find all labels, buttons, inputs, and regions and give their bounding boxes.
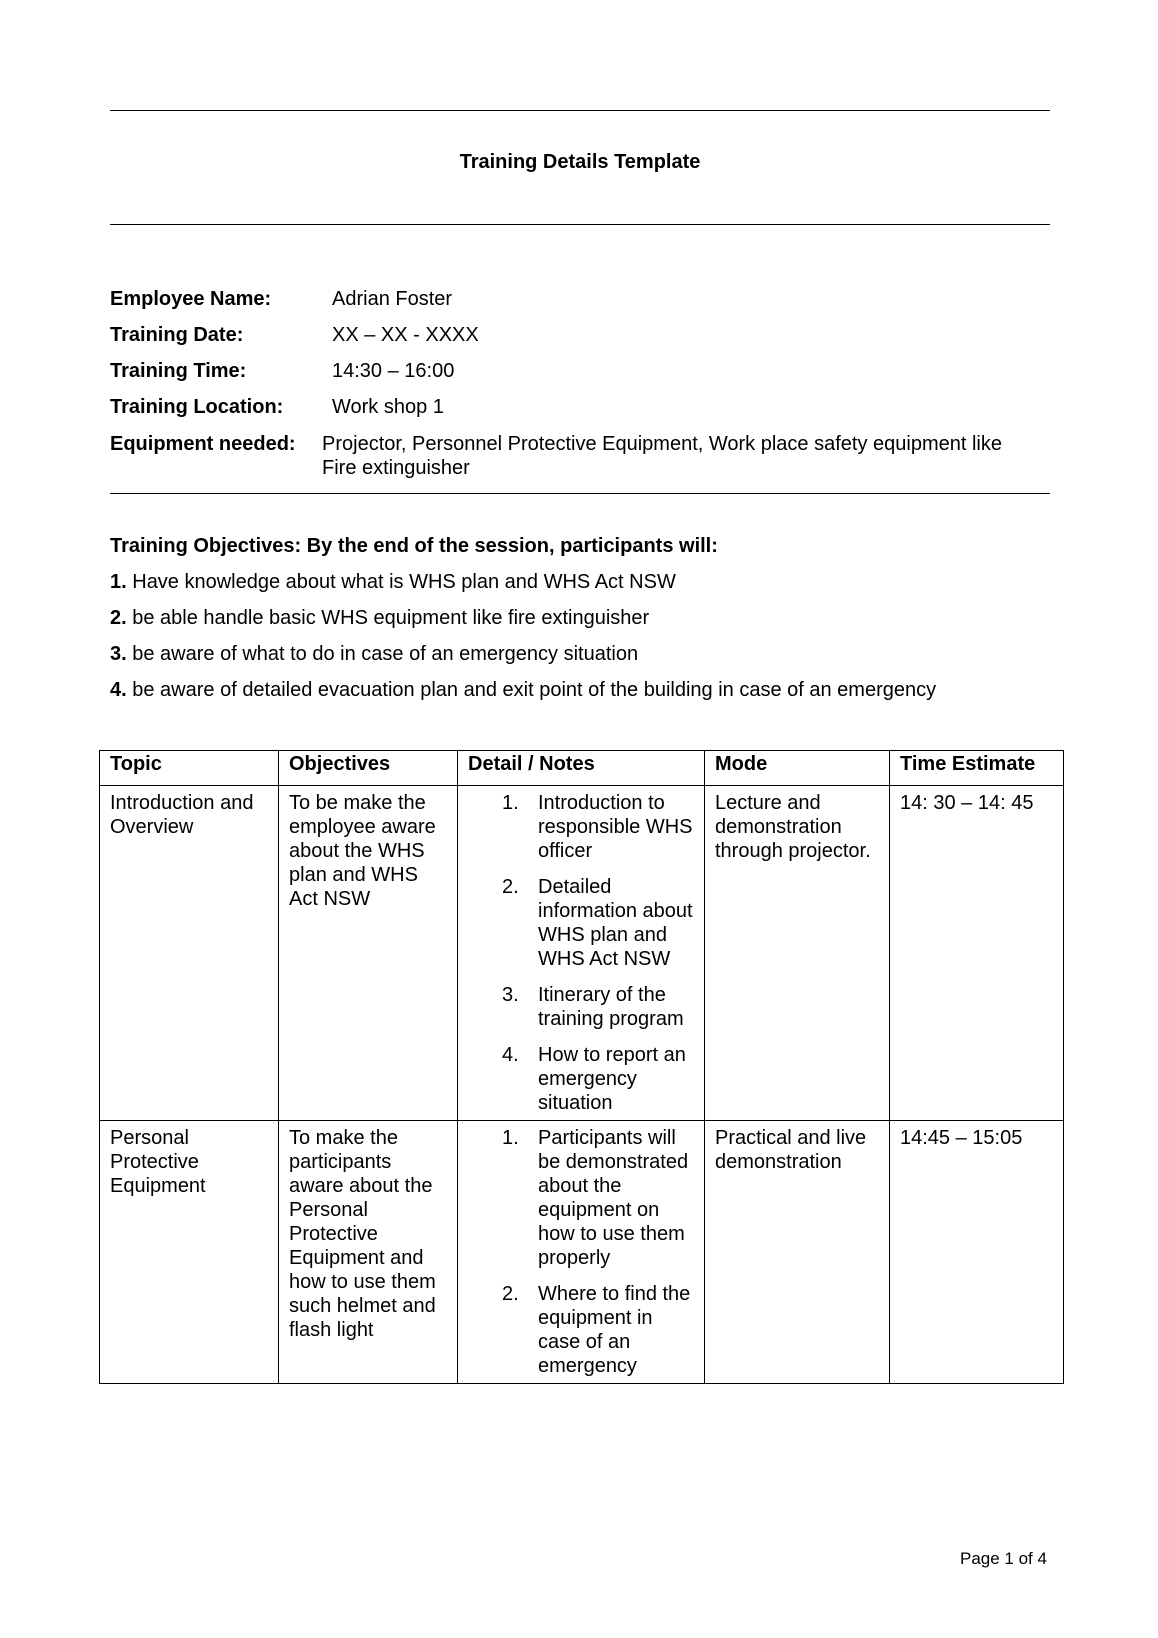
training-location-value: Work shop 1 [332, 396, 444, 418]
list-number: 2. [502, 1283, 519, 1305]
list-text: How to report an emergency situation [538, 1044, 686, 1114]
page-title: Training Details Template [459, 151, 701, 173]
list-number: 2. [502, 876, 519, 898]
list-item [468, 875, 694, 971]
training-time-label: Training Time: [110, 360, 247, 382]
list-item [468, 1282, 694, 1378]
cell-details [458, 1121, 705, 1384]
objective-number: 4. [110, 679, 127, 701]
objective-item [110, 642, 638, 666]
equipment-needed-value: Projector, Personnel Protective Equipment, Work place safety equipment like Fire extinguisher [322, 433, 1002, 479]
objective-number: 1. [110, 571, 127, 593]
cell-time: 14:45 – 15:05 [890, 1121, 1064, 1384]
list-text: Detailed information about WHS plan and WHS Act NSW [538, 876, 693, 970]
header-detail-notes: Detail / Notes [458, 751, 705, 786]
title-divider [110, 224, 1050, 225]
cell-objectives: To be make the employee aware about the WHS plan and WHS Act NSW [279, 786, 458, 1121]
objective-number: 2. [110, 607, 127, 629]
list-text: Where to find the equipment in case of an emergency [538, 1283, 691, 1377]
list-item [468, 1043, 694, 1115]
training-date-label: Training Date: [110, 324, 244, 346]
employee-name-label: Employee Name: [110, 288, 272, 310]
cell-mode: Practical and live demonstration [705, 1121, 890, 1384]
cell-mode: Lecture and demonstration through projector. [705, 786, 890, 1121]
top-divider [110, 110, 1050, 111]
training-table [99, 750, 1064, 1384]
list-item [468, 1126, 694, 1270]
objective-text: be aware of detailed evacuation plan and exit point of the building in case of an emergency [126, 679, 937, 701]
list-number: 1. [502, 1127, 519, 1149]
details-list [468, 1126, 694, 1378]
table-row [100, 1121, 1064, 1384]
list-text: Participants will be demonstrated about the equipment on how to use them properly [538, 1127, 689, 1269]
table-header-row [100, 751, 1064, 786]
header-mode: Mode [705, 751, 890, 786]
objectives-heading: Training Objectives: By the end of the session, participants will: [110, 535, 718, 557]
objective-text: be able handle basic WHS equipment like fire extinguisher [126, 607, 650, 629]
cell-topic: Introduction and Overview [100, 786, 279, 1121]
header-topic: Topic [100, 751, 279, 786]
training-time-value: 14:30 – 16:00 [332, 360, 455, 382]
cell-details [458, 786, 705, 1121]
details-list [468, 791, 694, 1115]
cell-topic: Personal Protective Equipment [100, 1121, 279, 1384]
list-number: 1. [502, 792, 519, 814]
objective-text: be aware of what to do in case of an emergency situation [126, 643, 639, 665]
header-objectives: Objectives [279, 751, 458, 786]
fields-divider [110, 493, 1050, 494]
list-number: 4. [502, 1044, 519, 1066]
list-number: 3. [502, 984, 519, 1006]
equipment-needed-label: Equipment needed: [110, 433, 296, 455]
list-text: Introduction to responsible WHS officer [538, 792, 693, 862]
table-row [100, 786, 1064, 1121]
objective-item [110, 678, 936, 702]
objective-item [110, 606, 649, 630]
objective-item [110, 570, 676, 594]
objective-text: Have knowledge about what is WHS plan and WHS Act NSW [126, 571, 676, 593]
cell-time: 14: 30 – 14: 45 [890, 786, 1064, 1121]
header-time-estimate: Time Estimate [890, 751, 1064, 786]
training-date-value: XX – XX - XXXX [332, 324, 479, 346]
list-text: Itinerary of the training program [538, 984, 684, 1030]
list-item [468, 983, 694, 1031]
list-item [468, 791, 694, 863]
employee-name-value: Adrian Foster [332, 288, 453, 310]
training-location-label: Training Location: [110, 396, 284, 418]
page-number: Page 1 of 4 [960, 1549, 1047, 1568]
objective-number: 3. [110, 643, 127, 665]
cell-objectives: To make the participants aware about the Personal Protective Equipment and how to use them such helmet and flash light [279, 1121, 458, 1384]
